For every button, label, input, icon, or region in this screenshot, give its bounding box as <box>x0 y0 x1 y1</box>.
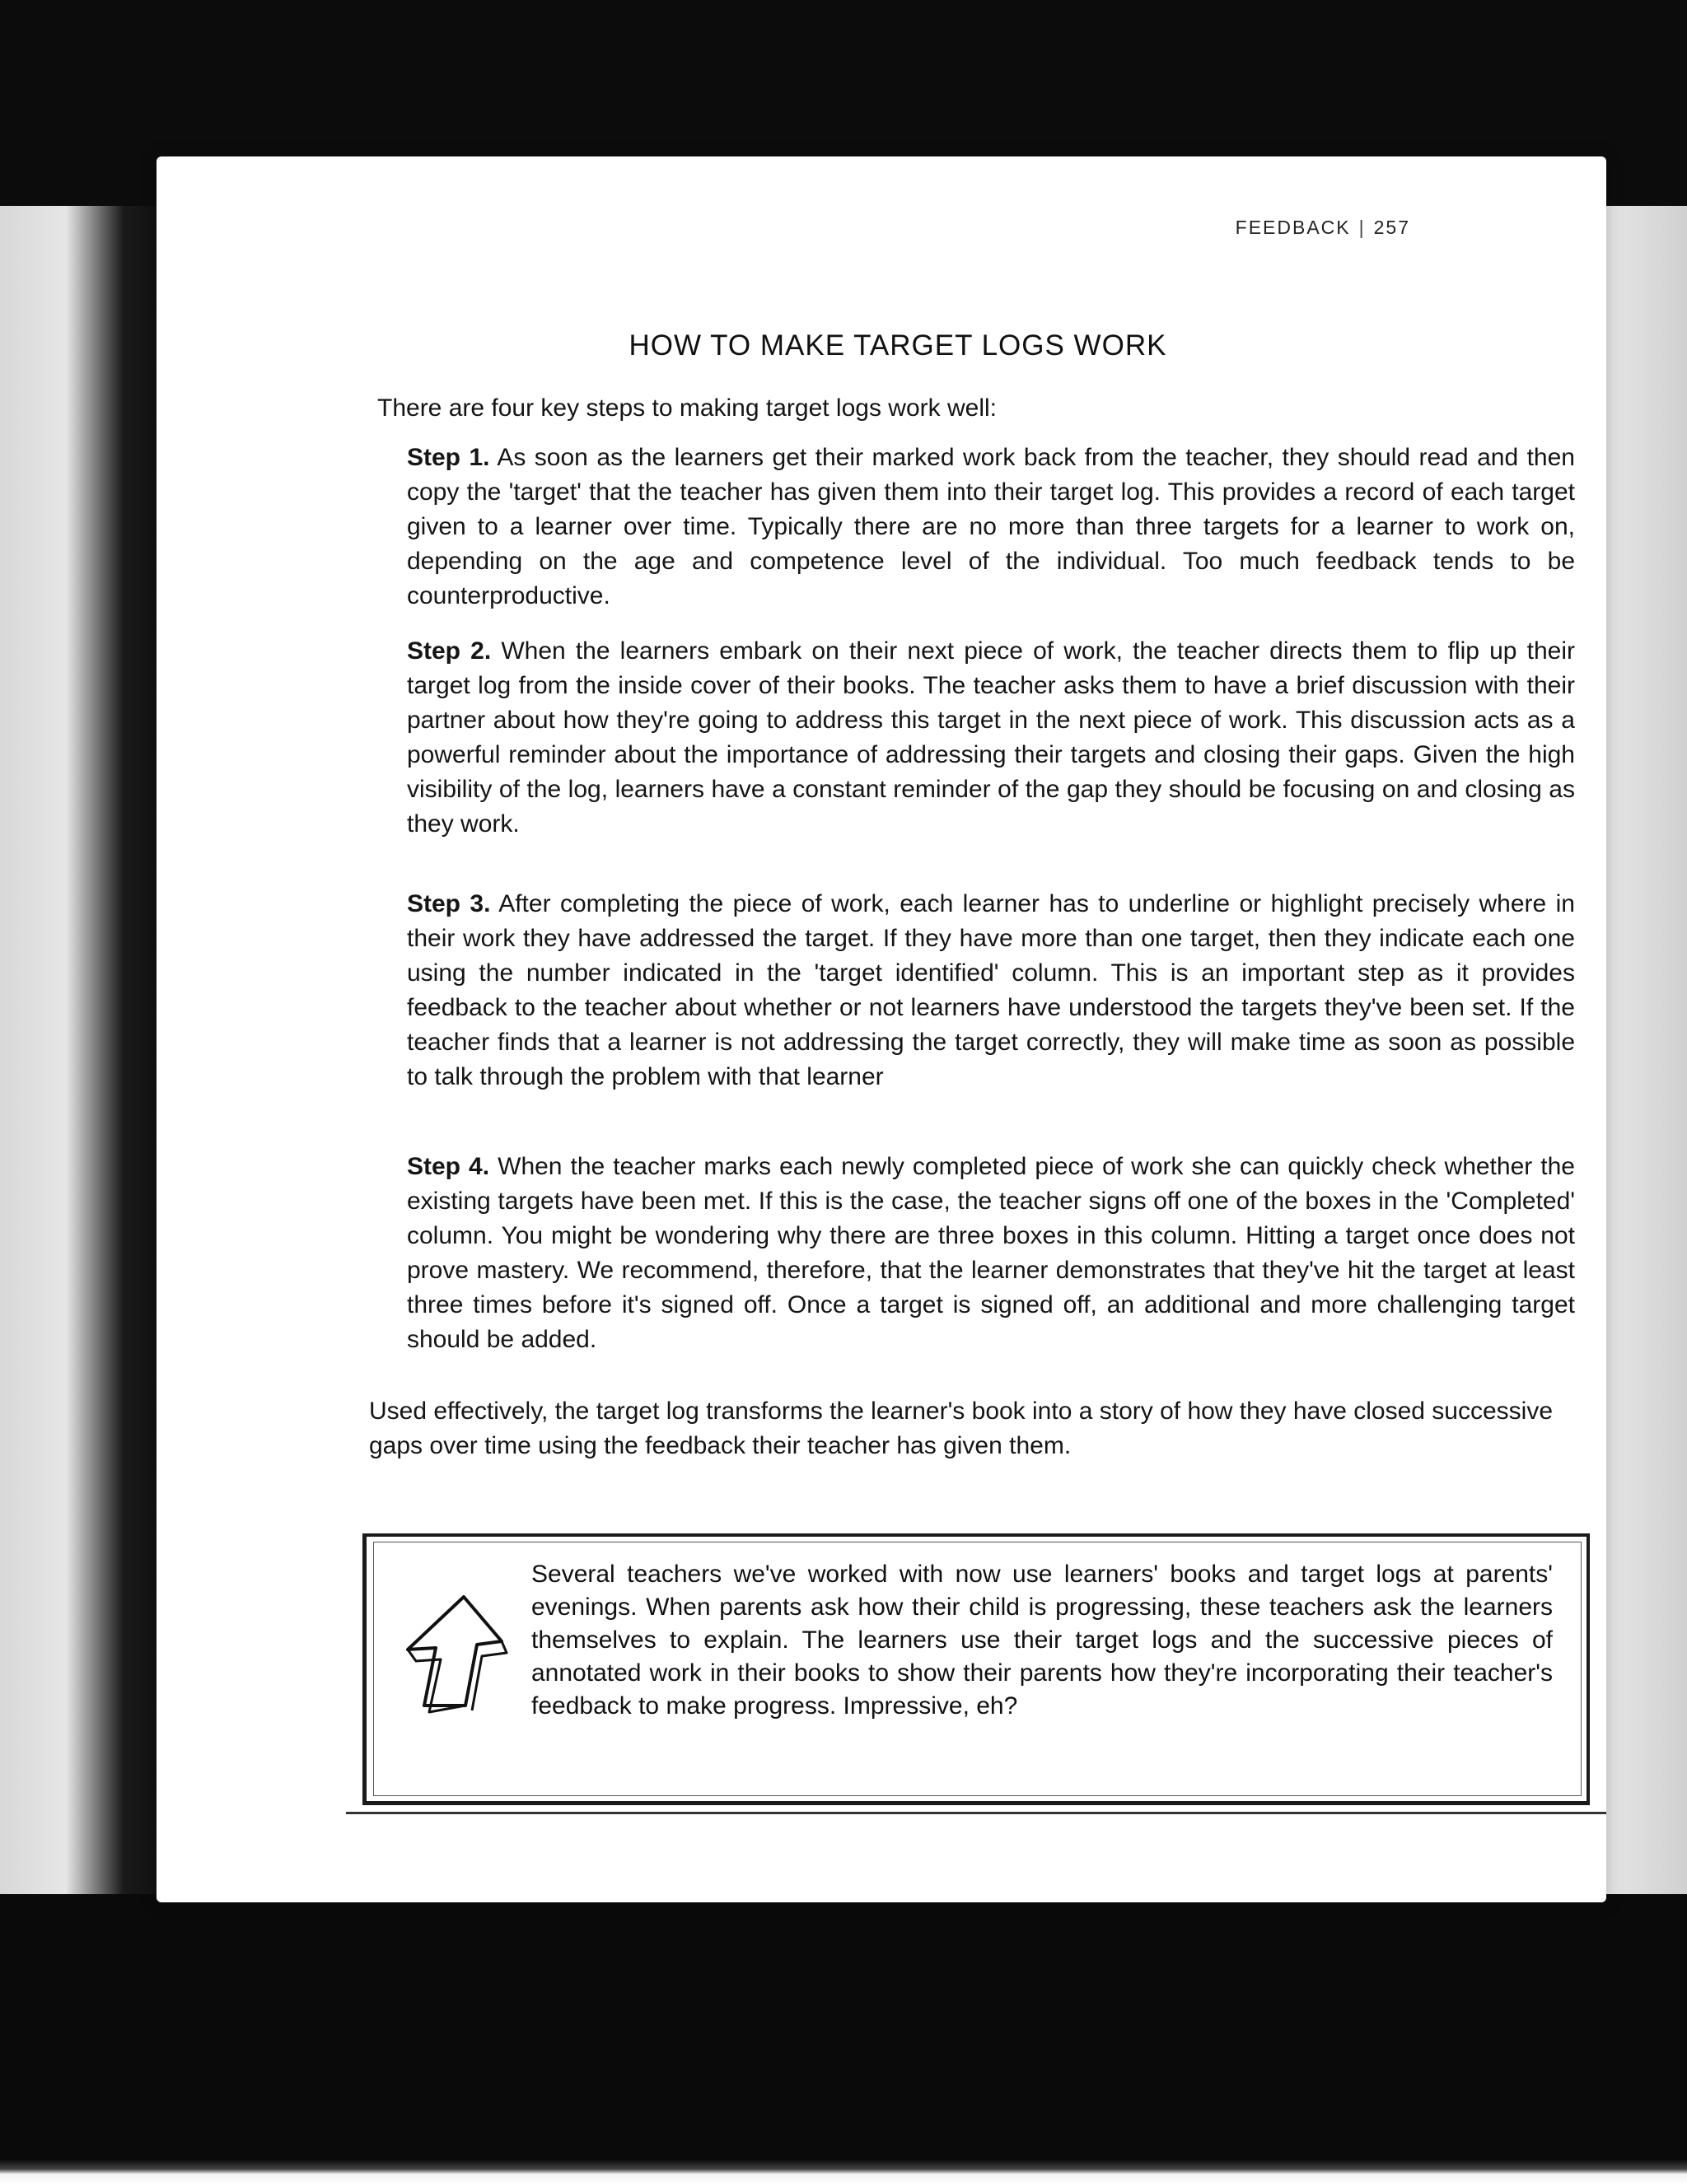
up-arrow-icon <box>400 1582 531 1714</box>
scan-background-left <box>0 0 165 2184</box>
step-2-text: When the learners embark on their next piece of work, the teacher directs them to flip up their target log from the inside cover of their books. The teacher asks them to have a brief discussion with their partner about how they're going to address this target in the next piece of work. This discussion acts as a powerful reminder about the importance of addressing their targets and closing their gaps. Given the high visibility of the log, learners have a constant reminder of the gap they should be focusing on and closing as they work. <box>407 637 1575 838</box>
page-number: 257 <box>1373 217 1410 238</box>
running-header <box>1236 217 1410 239</box>
step-3-label: Step 3. <box>407 890 491 917</box>
tip-box <box>362 1533 1590 1805</box>
step-1-label: Step 1. <box>407 444 490 471</box>
section-title: HOW TO MAKE TARGET LOGS WORK <box>629 329 1167 362</box>
step-2-label: Step 2. <box>407 637 492 665</box>
page-content <box>157 156 1606 1902</box>
step-4-label: Step 4. <box>407 1153 490 1180</box>
step-4 <box>407 1150 1575 1357</box>
closing-paragraph: Used effectively, the target log transforms the learner's book into a story of how they have closed successive gaps over time using the feedback their teacher has given them. <box>369 1398 1554 1459</box>
scan-background-top <box>0 0 1687 173</box>
tip-text: Several teachers we've worked with now use learners' books and target logs at parents' evenings. When parents ask how their child is progressing, these teachers ask the learners themselves to explain. The learners use their target logs and the successive pieces of annotated work in their books to show their parents how they're incorporating their teacher's feedback to make progress. Impressive, eh? <box>531 1561 1553 1720</box>
step-1 <box>407 441 1575 614</box>
scan-edge-strip <box>0 2159 1687 2184</box>
header-separator: | <box>1358 217 1366 238</box>
step-4-text: When the teacher marks each newly completed piece of work she can quickly check whether the existing targets have been met. If this is the case, the teacher signs off one of the boxes in the 'Completed' column. You might be wondering why there are three boxes in this column. Hitting a target once does not prove mastery. We recommend, therefore, that the learner demonstrates that they've hit the target at least three times before it's signed off. Once a target is signed off, an additional and more challenging target should be added. <box>407 1153 1575 1353</box>
intro-paragraph: There are four key steps to making target logs work well: <box>377 394 997 422</box>
step-3 <box>407 887 1575 1094</box>
bottom-rule <box>346 1812 1606 1814</box>
step-1-text: As soon as the learners get their marked work back from the teacher, they should read and then copy the 'target' that the teacher has given them into their target log. This provides a record of each target given to a learner over time. Typically there are no more than three targets for a learner to work on, depending on the age and competence level of the individual. Too much feedback tends to be counterproductive. <box>407 444 1575 609</box>
step-2 <box>407 634 1575 842</box>
section-name: FEEDBACK <box>1235 217 1351 238</box>
book-page <box>157 156 1606 1902</box>
step-3-text: After completing the piece of work, each learner has to underline or highlight precisely where in their work they have addressed the target. If they have more than one target, then they indicate each one using the number indicated in the 'target identified' column. This is an important step as it provides feedback to the teacher about whether or not learners have understood the targets they've been set. If the teacher finds that a learner is not addressing the target correctly, they will make time as soon as possible to talk through the problem with that learner <box>407 890 1575 1090</box>
scan-background-left-top <box>0 0 165 206</box>
scan-background-bottom <box>0 1894 1687 2184</box>
